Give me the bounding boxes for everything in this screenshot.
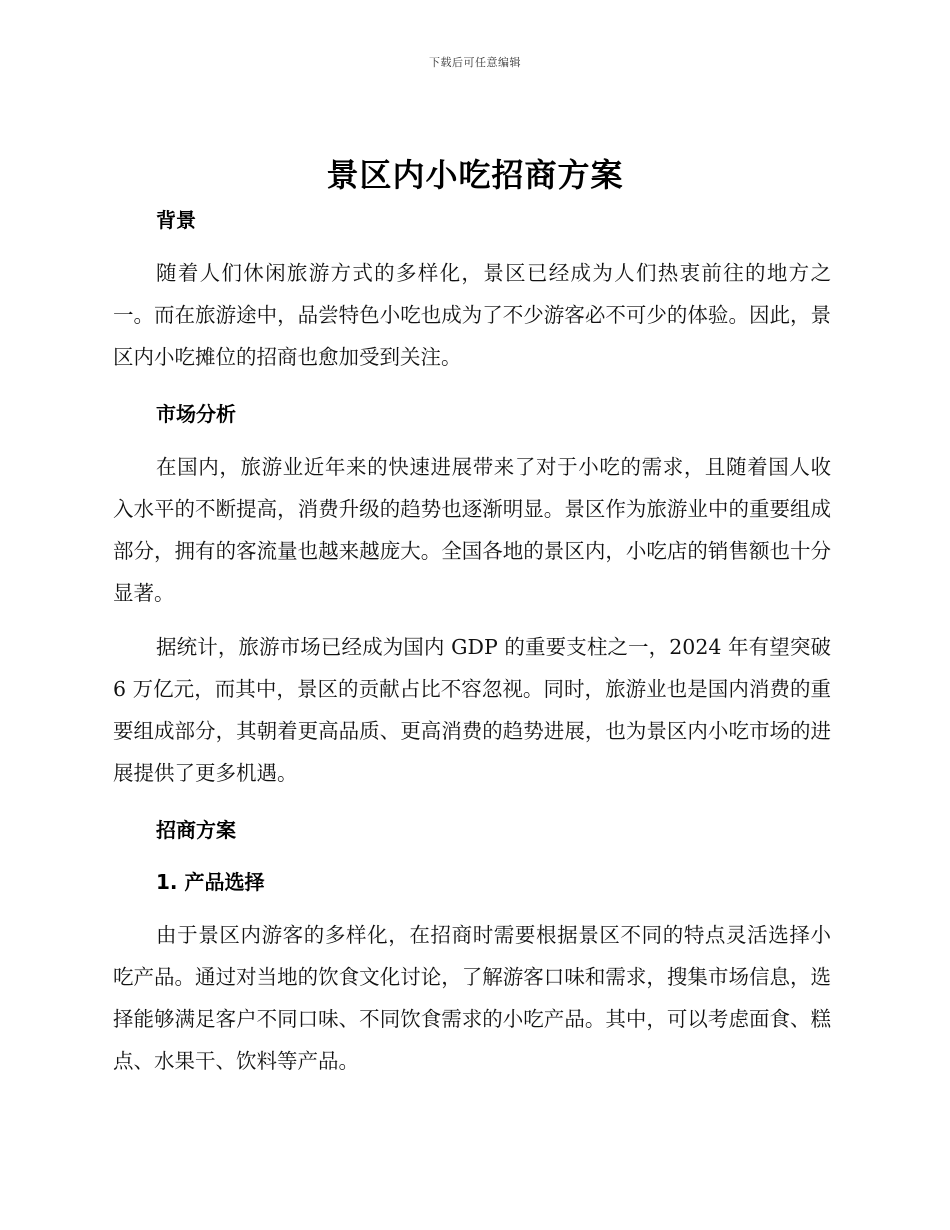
- section-heading-plan: 招商方案: [156, 818, 236, 842]
- section-heading-background: 背景: [156, 208, 196, 232]
- document-title: 景区内小吃招商方案: [326, 156, 624, 194]
- header-note: 下载后可任意编辑: [429, 56, 521, 69]
- paragraph: 据统计，旅游市场已经成为国内 GDP 的重要支柱之一，2024 年有望突破 6 万亿元，而其中，景区的贡献占比不容忽视。同时，旅游业也是国内消费的重要组成部分，其朝着更高品质、更高消费的趋势进展，也为景区内小吃市场的进展提供了更多机遇。: [113, 635, 831, 785]
- section-heading-market: 市场分析: [156, 402, 236, 426]
- paragraph: 由于景区内游客的多样化，在招商时需要根据景区不同的特点灵活选择小吃产品。通过对当地的饮食文化讨论，了解游客口味和需求，搜集市场信息，选择能够满足客户不同口味、不同饮食需求的小吃产品。其中，可以考虑面食、糕点、水果干、饮料等产品。: [113, 923, 831, 1073]
- paragraph: 在国内，旅游业近年来的快速进展带来了对于小吃的需求，且随着国人收入水平的不断提高，消费升级的趋势也逐渐明显。景区作为旅游业中的重要组成部分，拥有的客流量也越来越庞大。全国各地的景区内，小吃店的销售额也十分显著。: [113, 455, 831, 605]
- subheading-product-selection: 1. 产品选择: [156, 870, 265, 894]
- document-body: [113, 200, 831, 1082]
- paragraph: 随着人们休闲旅游方式的多样化，景区已经成为人们热衷前往的地方之一。而在旅游途中，品尝特色小吃也成为了不少游客必不可少的体验。因此，景区内小吃摊位的招商也愈加受到关注。: [113, 261, 831, 369]
